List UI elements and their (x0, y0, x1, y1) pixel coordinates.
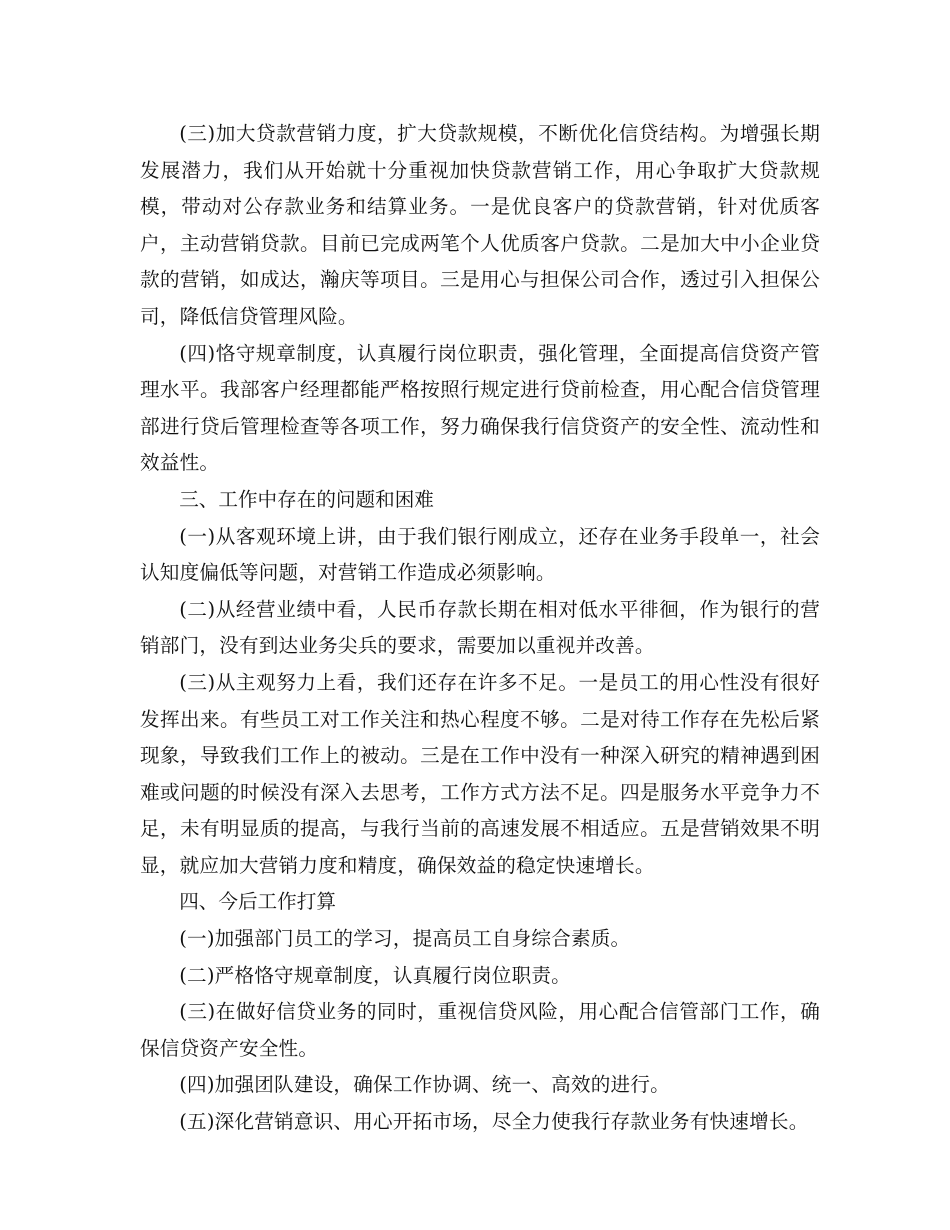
paragraph-plan-team: (四)加强团队建设，确保工作协调、统一、高效的进行。 (179, 1073, 670, 1097)
document-body (140, 116, 820, 1141)
paragraph-plan-learning: (一)加强部门员工的学习，提高员工自身综合素质。 (179, 927, 631, 951)
section-heading-future-plans: 四、今后工作打算 (179, 890, 336, 914)
paragraph-objective-environment: (一)从客观环境上讲，由于我们银行刚成立，还存在业务手段单一，社会认知度偏低等问题，对营销工作造成必须影响。 (140, 524, 820, 585)
paragraph-subjective-effort: (三)从主观努力上看，我们还存在许多不足。一是员工的用心性没有很好发挥出来。有些员工对工作关注和热心程度不够。二是对待工作存在先松后紧现象，导致我们工作上的被动。三是在工作中没有一种深入研究的精神遇到困难或问题的时候没有深入去思考，工作方式方法不足。四是服务水平竞争力不足，未有明显质的提高，与我行当前的高速发展不相适应。五是营销效果不明显，就应加大营销力度和精度，确保效益的稳定快速增长。 (140, 670, 820, 877)
paragraph-compliance: (四)恪守规章制度，认真履行岗位职责，强化管理，全面提高信贷资产管理水平。我部客户经理都能严格按照行规定进行贷前检查，用心配合信贷管理部进行贷后管理检查等各项工作，努力确保我行信贷资产的安全性、流动性和效益性。 (140, 341, 820, 475)
paragraph-business-performance: (二)从经营业绩中看，人民币存款长期在相对低水平徘徊，作为银行的营销部门，没有到达业务尖兵的要求，需要加以重视并改善。 (140, 597, 820, 658)
paragraph-loan-marketing: (三)加大贷款营销力度，扩大贷款规模，不断优化信贷结构。为增强长期发展潜力，我们从开始就十分重视加快贷款营销工作，用心争取扩大贷款规模，带动对公存款业务和结算业务。一是优良客户的贷款营销，针对优质客户，主动营销贷款。目前已完成两笔个人优质客户贷款。二是加大中小企业贷款的营销，如成达，瀚庆等项目。三是用心与担保公司合作，透过引入担保公司，降低信贷管理风险。 (140, 122, 820, 328)
paragraph-plan-rules: (二)严格恪守规章制度，认真履行岗位职责。 (179, 963, 571, 987)
paragraph-plan-risk: (三)在做好信贷业务的同时，重视信贷风险，用心配合信管部门工作，确保信贷资产安全性。 (140, 1000, 820, 1060)
paragraph-plan-marketing: (五)深化营销意识、用心开拓市场，尽全力使我行存款业务有快速增长。 (179, 1110, 809, 1134)
section-heading-problems: 三、工作中存在的问题和困难 (179, 487, 434, 511)
